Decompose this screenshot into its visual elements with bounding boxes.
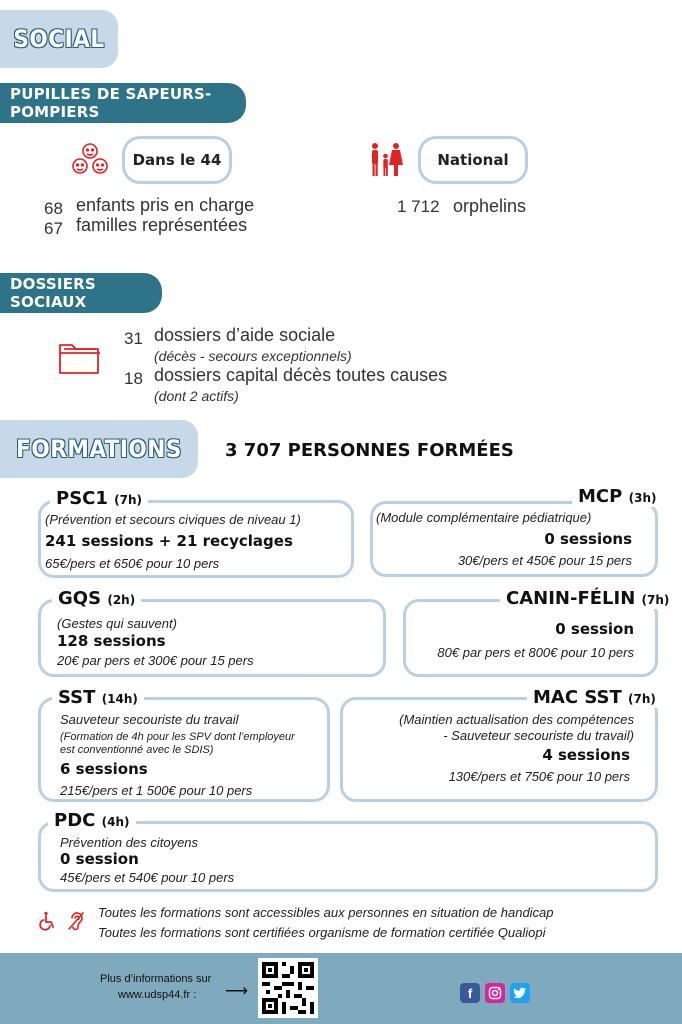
card-macsst-desc1: (Maintien actualisation des compétences xyxy=(399,712,634,727)
card-macsst-desc2: - Sauveteur secouriste du travail) xyxy=(443,728,634,743)
card-sst-name: SST xyxy=(58,687,96,708)
card-sst-note1: (Formation de 4h pour les SPV dont l’employeur xyxy=(60,731,295,743)
twitter-icon[interactable] xyxy=(510,983,530,1003)
stat-families-value: 67 xyxy=(44,219,63,238)
dossier-capital-note: (dont 2 actifs) xyxy=(154,388,239,404)
family-silhouette-icon xyxy=(366,140,406,180)
card-mcp-desc: (Module complémentaire pédiatrique) xyxy=(376,510,592,525)
card-sst-duration: (14h) xyxy=(101,692,138,706)
card-canin-sessions: 0 session xyxy=(555,620,634,638)
dossier-aide-value: 31 xyxy=(124,329,143,348)
dossier-aide-label: dossiers d’aide sociale xyxy=(154,325,336,345)
footer-arrow: ⟶ xyxy=(225,983,248,1000)
card-pdc-duration: (4h) xyxy=(101,815,130,829)
card-pdc-title xyxy=(48,810,136,831)
card-mcp-duration: (3h) xyxy=(628,491,657,505)
qr-code-icon[interactable] xyxy=(258,958,318,1018)
dossier-capital-label: dossiers capital décès toutes causes xyxy=(154,365,448,385)
card-macsst-sessions: 4 sessions xyxy=(542,746,630,764)
card-psc1-name: PSC1 xyxy=(56,488,108,509)
dossier-capital-value: 18 xyxy=(124,369,143,388)
footer-info-line1: Plus d’informations sur xyxy=(100,973,212,985)
card-psc1-price: 65€/pers et 650€ pour 10 pers xyxy=(45,556,220,571)
card-gqs-name: GQS xyxy=(58,588,102,609)
subsection-tab-pupilles-label: PUPILLES DE SAPEURS-POMPIERS xyxy=(10,85,212,121)
footer xyxy=(0,953,682,1024)
card-psc1-duration: (7h) xyxy=(114,493,143,507)
wheelchair-icon xyxy=(38,911,56,931)
card-sst-price: 215€/pers et 1 500€ pour 10 pers xyxy=(60,783,253,798)
national-pill-label: National xyxy=(437,151,509,169)
qualiopi-note: Toutes les formations sont certifiées organisme de formation certifiée Qualiopi xyxy=(98,925,546,940)
card-mcp-title xyxy=(572,486,662,507)
card-macsst-title xyxy=(527,687,662,708)
card-sst-title xyxy=(52,687,144,708)
card-pdc-desc: Prévention des citoyens xyxy=(60,835,199,850)
stat-orphans-label: orphelins xyxy=(453,196,527,216)
accessibility-note: Toutes les formations sont accessibles aux personnes en situation de handicap xyxy=(98,905,554,920)
local-pill-label: Dans le 44 xyxy=(132,151,222,169)
card-canin xyxy=(403,599,658,677)
card-mcp-price: 30€/pers et 450€ pour 15 pers xyxy=(457,553,632,568)
card-mcp-sessions: 0 sessions xyxy=(544,530,632,548)
card-pdc-name: PDC xyxy=(54,810,96,831)
card-macsst-name: MAC SST xyxy=(533,687,622,708)
card-pdc-price: 45€/pers et 540€ pour 10 pers xyxy=(60,870,235,885)
national-pill xyxy=(418,136,528,184)
card-mcp-name: MCP xyxy=(578,486,623,507)
stat-children-label: enfants pris en charge xyxy=(76,195,255,215)
subsection-tab-dossiers-label: DOSSIERS SOCIAUX xyxy=(10,275,96,311)
card-macsst-price: 130€/pers et 750€ pour 10 pers xyxy=(448,769,630,784)
card-gqs-title xyxy=(52,588,141,609)
instagram-icon[interactable] xyxy=(485,983,505,1003)
hearing-icon xyxy=(67,911,85,931)
card-psc1-title xyxy=(50,488,148,509)
card-sst-desc: Sauveteur secouriste du travail xyxy=(60,712,239,727)
stat-children-value: 68 xyxy=(44,199,63,218)
card-gqs-sessions: 128 sessions xyxy=(57,632,166,650)
card-canin-title xyxy=(500,588,675,609)
card-sst-note2: est conventionné avec le SDIS) xyxy=(60,744,214,756)
stat-families-label: familles représentées xyxy=(76,215,248,235)
card-psc1-sessions: 241 sessions + 21 recyclages xyxy=(45,532,293,550)
section-tab-formations xyxy=(0,420,198,478)
subsection-tab-pupilles xyxy=(0,83,246,123)
card-gqs-price: 20€ par pers et 300€ pour 15 pers xyxy=(57,653,254,668)
folder-icon xyxy=(56,337,104,377)
card-canin-duration: (7h) xyxy=(641,593,670,607)
stat-orphans-value: 1 712 xyxy=(397,197,440,216)
card-pdc-sessions: 0 session xyxy=(60,850,139,868)
card-sst-sessions: 6 sessions xyxy=(60,760,148,778)
card-canin-price: 80€ par pers et 800€ pour 10 pers xyxy=(437,645,634,660)
footer-info-line2: www.udsp44.fr : xyxy=(118,989,197,1001)
formations-total: 3 707 PERSONNES FORMÉES xyxy=(225,440,514,461)
section-tab-formations-label: FORMATIONS xyxy=(16,435,182,463)
card-psc1-desc: (Prévention et secours civiques de niveau 1) xyxy=(45,512,301,527)
card-canin-name: CANIN-FÉLIN xyxy=(506,588,636,609)
dossier-aide-note: (décès - secours exceptionnels) xyxy=(154,348,352,364)
card-gqs-duration: (2h) xyxy=(107,593,136,607)
section-tab-social xyxy=(0,10,118,68)
family-faces-icon xyxy=(70,140,110,180)
section-tab-social-label: SOCIAL xyxy=(13,25,105,53)
card-macsst-duration: (7h) xyxy=(628,692,656,706)
local-pill xyxy=(122,136,232,184)
facebook-icon[interactable]: f xyxy=(460,983,480,1003)
card-gqs-desc: (Gestes qui sauvent) xyxy=(57,616,177,631)
subsection-tab-dossiers xyxy=(0,273,162,313)
